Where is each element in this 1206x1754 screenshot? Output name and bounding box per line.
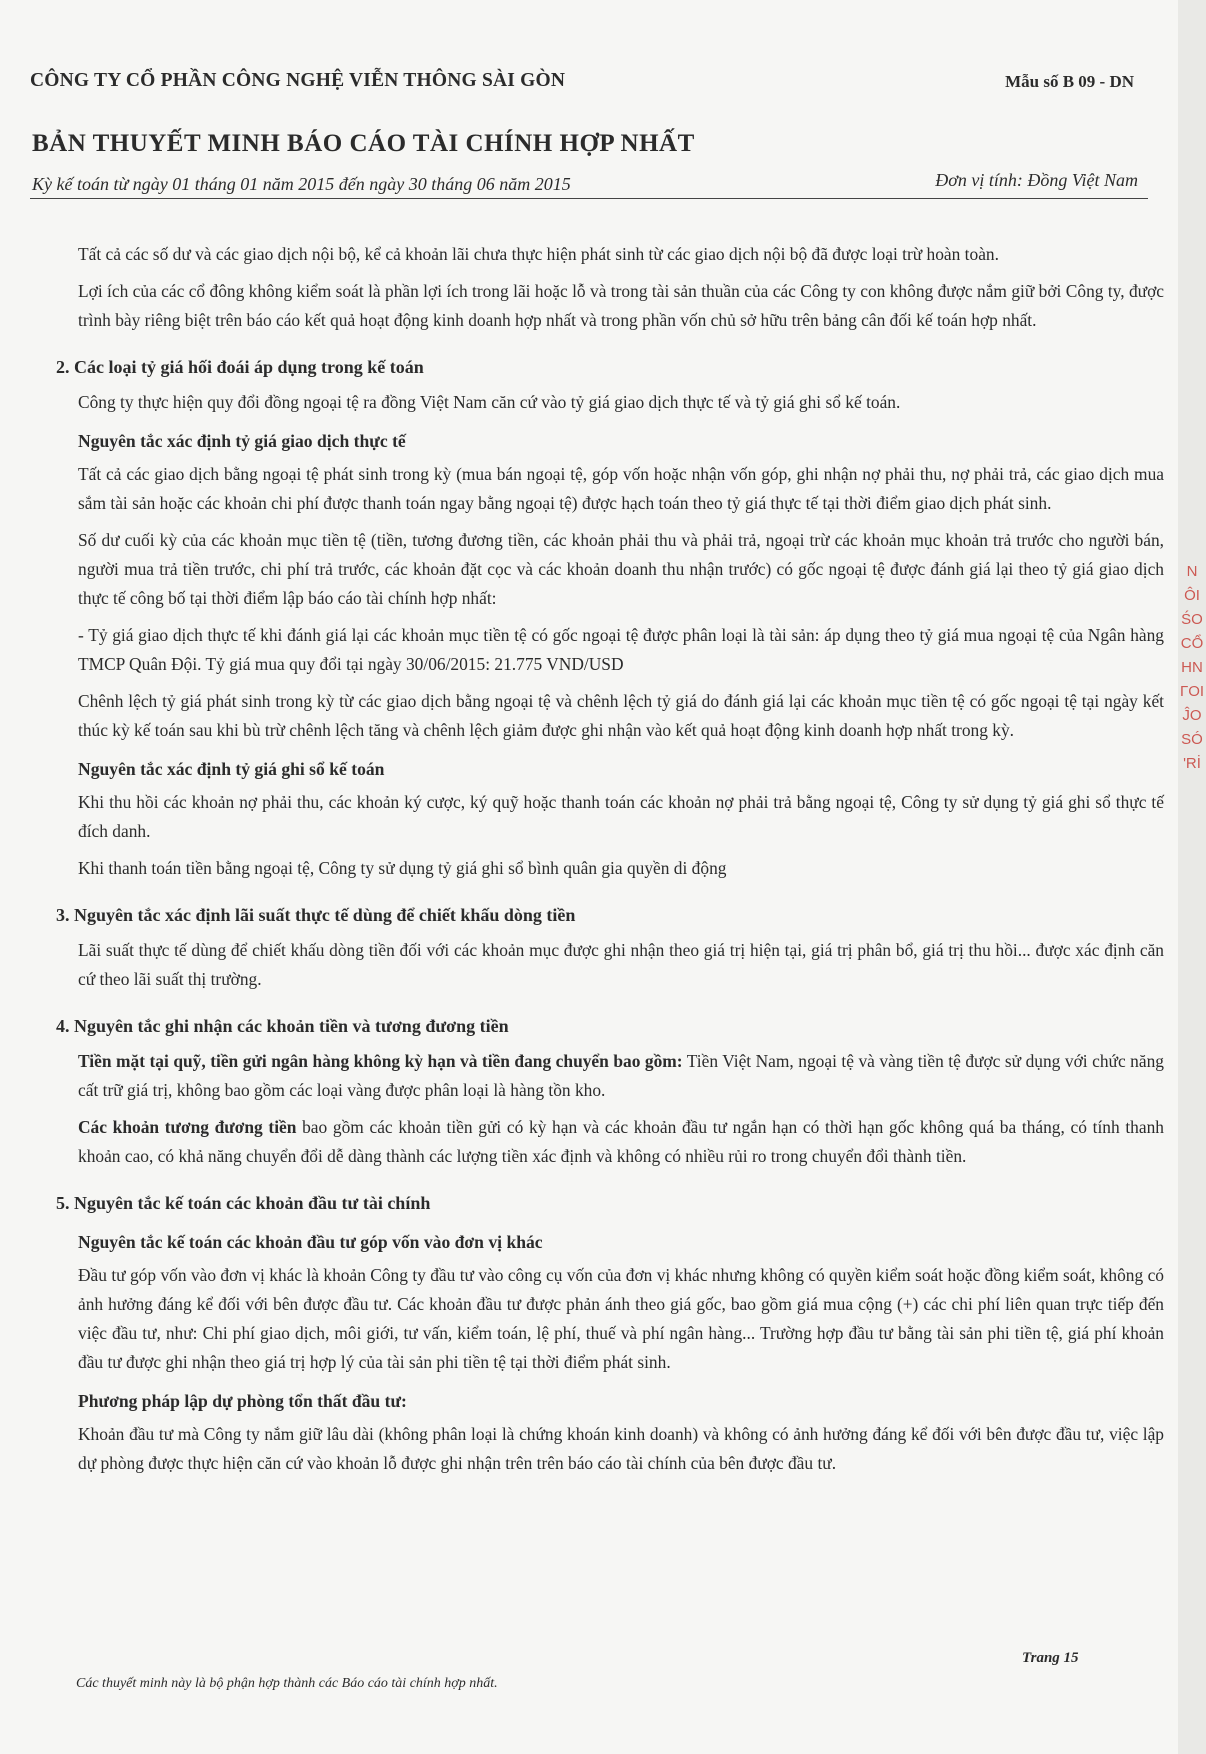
margin-mark: SÓ — [1181, 731, 1203, 748]
paragraph: - Tỷ giá giao dịch thực tế khi đánh giá lại các khoản mục tiền tệ có gốc ngoại tệ được phân loại là tài sản: áp dụng theo tỷ giá mua ngoại tệ của Ngân hàng TMCP Quân Đội. Tỷ giá mua quy đổi tại ngày 30/06/2015: 21.775 VND/USD — [78, 625, 1164, 674]
margin-mark: N — [1186, 563, 1198, 580]
margin-mark: 'Rİ — [1183, 755, 1201, 772]
paragraph: Lợi ích của các cổ đông không kiểm soát là phần lợi ích trong lãi hoặc lỗ và trong tài sản thuần của các Công ty con không được nắm giữ bởi Công ty, được trình bày riêng biệt trên báo cáo kết quả hoạt động kinh doanh hợp nhất và trong phần vốn chủ sở hữu trên bảng cân đối kế toán hợp nhất. — [78, 281, 1164, 330]
paragraph — [78, 1047, 1164, 1105]
form-number: Mẫu số B 09 - DN — [1005, 72, 1134, 91]
margin-mark: ĴO — [1182, 707, 1202, 724]
document-body — [56, 240, 1164, 1486]
paragraph: Khoản đầu tư mà Công ty nắm giữ lâu dài (không phân loại là chứng khoán kinh doanh) và không có ảnh hưởng đáng kể đối với bên được đầu tư, việc lập dự phòng được thực hiện căn cứ vào khoản lỗ được ghi nhận trên trên báo cáo tài chính của bên được đầu tư. — [78, 1424, 1164, 1473]
page-number: Trang 15 — [1022, 1650, 1079, 1666]
subheading: Phương pháp lập dự phòng tổn thất đầu tư: — [78, 1391, 407, 1411]
subheading: Nguyên tắc xác định tỷ giá giao dịch thực tế — [78, 431, 406, 451]
company-name: CÔNG TY CỔ PHẦN CÔNG NGHỆ VIỄN THÔNG SÀI GÒN — [30, 70, 566, 91]
subheading: Nguyên tắc xác định tỷ giá ghi sổ kế toán — [78, 759, 385, 779]
paragraph: Tất cả các số dư và các giao dịch nội bộ, kể cả khoản lãi chưa thực hiện phát sinh từ các giao dịch nội bộ đã được loại trừ hoàn toàn. — [78, 244, 999, 264]
paragraph: Khi thanh toán tiền bằng ngoại tệ, Công ty sử dụng tỷ giá ghi sổ bình quân gia quyền di động — [78, 858, 727, 878]
bold-lead: Tiền mặt tại quỹ, tiền gửi ngân hàng không kỳ hạn và tiền đang chuyển bao gồm: — [78, 1051, 683, 1071]
paragraph: Khi thu hồi các khoản nợ phải thu, các khoản ký cược, ký quỹ hoặc thanh toán các khoản nợ phải trả bằng ngoại tệ, Công ty sử dụng tỷ giá ghi sổ thực tế đích danh. — [78, 792, 1164, 841]
paragraph: Công ty thực hiện quy đổi đồng ngoại tệ ra đồng Việt Nam căn cứ vào tỷ giá giao dịch thực tế và tỷ giá ghi sổ kế toán. — [78, 392, 901, 412]
paragraph-text: Tiền Việt Nam, ngoại tệ và vàng tiền tệ được sử dụng với chức năng cất trữ giá trị, không bao gồm các loại vàng được phân loại là hàng tồn kho. — [78, 1051, 1164, 1100]
paragraph: Chênh lệch tỷ giá phát sinh trong kỳ từ các giao dịch bằng ngoại tệ và chênh lệch tỷ giá do đánh giá lại các khoản mục tiền tệ có gốc ngoại tệ tại ngày kết thúc kỳ kế toán sau khi bù trừ chênh lệch tăng và chênh lệch giảm được ghi nhận vào kết quả hoạt động kinh doanh hợp nhất trong kỳ. — [78, 691, 1164, 740]
margin-mark: ΓΟΙ — [1180, 683, 1205, 700]
footer-note: Các thuyết minh này là bộ phận hợp thành các Báo cáo tài chính hợp nhất. — [76, 1676, 498, 1691]
paragraph — [78, 1113, 1164, 1171]
paragraph: Tất cả các giao dịch bằng ngoại tệ phát sinh trong kỳ (mua bán ngoại tệ, góp vốn hoặc nhận vốn góp, ghi nhận nợ phải thu, nợ phải trả, các giao dịch mua sắm tài sản hoặc các khoản chi phí được thanh toán ngay bằng ngoại tệ) được hạch toán theo tỷ giá thực tế tại thời điểm giao dịch phát sinh. — [78, 464, 1164, 513]
paragraph: Lãi suất thực tế dùng để chiết khấu dòng tiền đối với các khoản mục được ghi nhận theo giá trị hiện tại, giá trị phân bổ, giá trị thu hồi... được xác định căn cứ theo lãi suất thị trường. — [78, 940, 1164, 989]
report-title: BẢN THUYẾT MINH BÁO CÁO TÀI CHÍNH HỢP NHẤT — [32, 130, 695, 157]
margin-mark: HN — [1181, 659, 1203, 676]
paragraph: Số dư cuối kỳ của các khoản mục tiền tệ (tiền, tương đương tiền, các khoản phải thu và phải trả, ngoại trừ các khoản mục khoản trả trước cho người bán, người mua trả tiền trước, chi phí trả trước, các khoản đặt cọc và các khoản doanh thu nhận trước) có gốc ngoại tệ được đánh giá lại theo tỷ giá giao dịch thực tế công bố tại thời điểm lập báo cáo tài chính hợp nhất: — [78, 530, 1164, 608]
paragraph-text: bao gồm các khoản tiền gửi có kỳ hạn và các khoản đầu tư ngắn hạn có thời hạn gốc không quá ba tháng, có tính thanh khoản cao, có khả năng chuyển đổi dễ dàng thành các lượng tiền xác định và không có nhiều rủi ro trong chuyển đổi thành tiền. — [78, 1117, 1164, 1166]
subheading: Nguyên tắc kế toán các khoản đầu tư góp vốn vào đơn vị khác — [78, 1232, 543, 1252]
paragraph: Đầu tư góp vốn vào đơn vị khác là khoản Công ty đầu tư vào công cụ vốn của đơn vị khác nhưng không có quyền kiểm soát hoặc đồng kiểm soát, không có ảnh hưởng đáng kể đối với bên được đầu tư. Các khoản đầu tư được phản ánh theo giá gốc, bao gồm giá mua cộng (+) các chi phí liên quan trực tiếp đến việc đầu tư, như: Chi phí giao dịch, môi giới, tư vấn, kiểm toán, lệ phí, thuế và phí ngân hàng... Trường hợp đầu tư bằng tài sản phi tiền tệ, giá phí khoản đầu tư được ghi nhận theo giá trị hợp lý của tài sản phi tiền tệ tại thời điểm phát sinh. — [78, 1265, 1164, 1372]
margin-mark: ŚO — [1181, 611, 1203, 628]
margin-stamp-marks — [1180, 560, 1204, 776]
margin-mark: CỔ — [1180, 635, 1204, 652]
header-divider — [30, 198, 1148, 199]
section-heading-5: 5. Nguyên tắc kế toán các khoản đầu tư tài chính — [56, 1193, 431, 1213]
margin-mark: ÔI — [1184, 587, 1200, 604]
reporting-period: Kỳ kế toán từ ngày 01 tháng 01 năm 2015 đến ngày 30 tháng 06 năm 2015 — [32, 174, 571, 194]
section-heading-4: 4. Nguyên tắc ghi nhận các khoản tiền và tương đương tiền — [56, 1016, 509, 1036]
adjacent-page-edge — [1178, 0, 1206, 1754]
section-heading-3: 3. Nguyên tắc xác định lãi suất thực tế dùng để chiết khấu dòng tiền — [56, 905, 576, 925]
currency-unit: Đơn vị tính: Đồng Việt Nam — [935, 170, 1138, 190]
bold-lead: Các khoản tương đương tiền — [78, 1117, 297, 1137]
section-heading-2: 2. Các loại tỷ giá hối đoái áp dụng trong kế toán — [56, 357, 424, 377]
